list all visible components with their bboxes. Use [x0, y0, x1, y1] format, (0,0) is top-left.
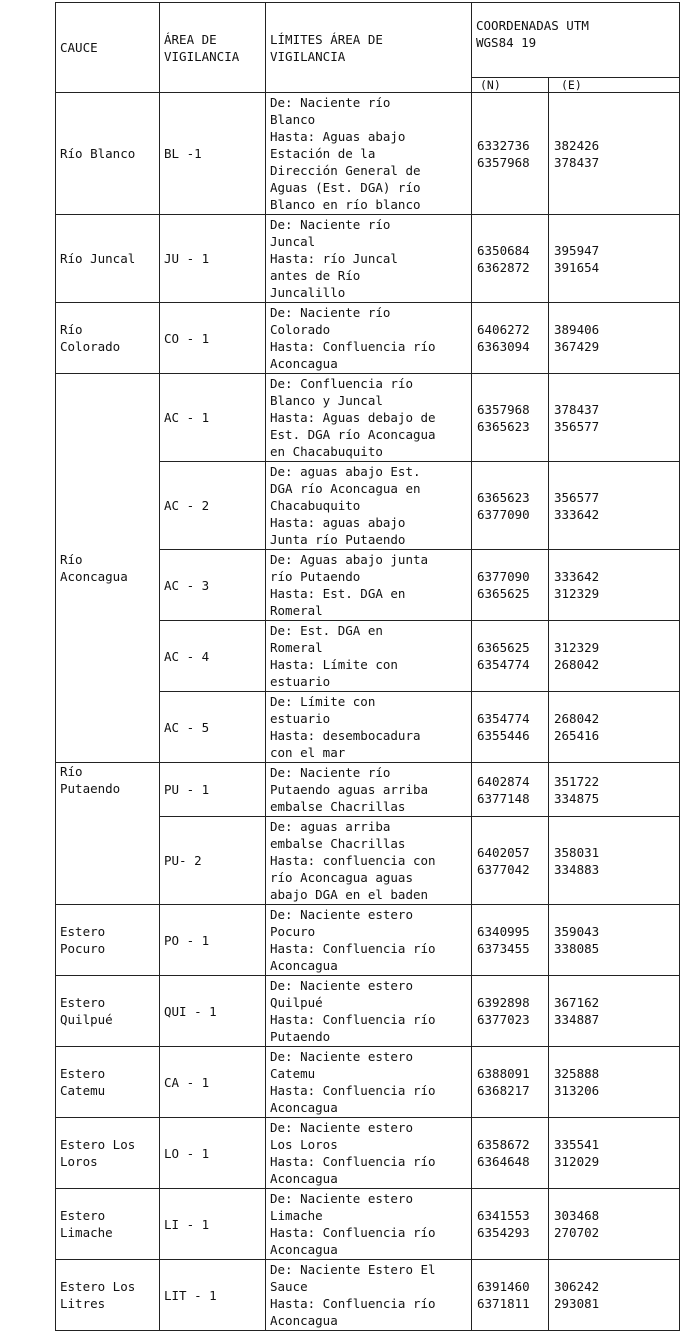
header-cauce: CAUCE: [56, 3, 160, 93]
east-cell: 389406 367429: [549, 303, 680, 374]
east-cell: 303468 270702: [549, 1189, 680, 1260]
east-cell: 351722 334875: [549, 763, 680, 817]
table-row: [56, 215, 680, 303]
limites-cell: De: aguas abajo Est. DGA río Aconcagua en Chacabuquito Hasta: aguas abajo Junta río Putaendo: [266, 462, 472, 550]
table-row: [56, 763, 680, 817]
header-north: (N): [472, 78, 549, 93]
cauce-cell: Río Colorado: [56, 303, 160, 374]
area-cell: LO - 1: [160, 1118, 266, 1189]
north-cell: 6402057 6377042: [472, 817, 549, 905]
limites-cell: De: Est. DGA en Romeral Hasta: Límite con estuario: [266, 621, 472, 692]
cauce-cell: Estero Los Litres: [56, 1260, 160, 1331]
header-area: ÁREA DE VIGILANCIA: [160, 3, 266, 93]
east-cell: 367162 334887: [549, 976, 680, 1047]
area-cell: LI - 1: [160, 1189, 266, 1260]
area-cell: AC - 5: [160, 692, 266, 763]
table-row: [56, 817, 680, 905]
north-cell: 6365625 6354774: [472, 621, 549, 692]
cauce-cell: Río Putaendo: [56, 763, 160, 817]
limites-cell: De: Naciente estero Catemu Hasta: Confluencia río Aconcagua: [266, 1047, 472, 1118]
limites-cell: De: Naciente río Blanco Hasta: Aguas abajo Estación de la Dirección General de Aguas (Est. DGA) río Blanco en río blanco: [266, 93, 472, 215]
limites-cell: De: Naciente río Putaendo aguas arriba embalse Chacrillas: [266, 763, 472, 817]
limites-cell: De: Naciente río Colorado Hasta: Confluencia río Aconcagua: [266, 303, 472, 374]
header-coordinates: COORDENADAS UTM WGS84 19: [472, 3, 680, 78]
east-cell: 306242 293081: [549, 1260, 680, 1331]
table-row: [56, 303, 680, 374]
area-cell: PU - 1: [160, 763, 266, 817]
area-cell: CO - 1: [160, 303, 266, 374]
north-cell: 6350684 6362872: [472, 215, 549, 303]
east-cell: 395947 391654: [549, 215, 680, 303]
cauce-cell: Estero Pocuro: [56, 905, 160, 976]
north-cell: 6354774 6355446: [472, 692, 549, 763]
table-row: [56, 1047, 680, 1118]
limites-cell: De: aguas arriba embalse Chacrillas Hasta: confluencia con río Aconcagua aguas abajo DGA en el baden: [266, 817, 472, 905]
area-cell: AC - 1: [160, 374, 266, 462]
header-east: (E): [549, 78, 680, 93]
table-row: [56, 1118, 680, 1189]
north-cell: 6391460 6371811: [472, 1260, 549, 1331]
east-cell: 358031 334883: [549, 817, 680, 905]
limites-cell: De: Naciente estero Pocuro Hasta: Confluencia río Aconcagua: [266, 905, 472, 976]
north-cell: 6358672 6364648: [472, 1118, 549, 1189]
cauce-cell: Río Aconcagua: [56, 374, 160, 763]
east-cell: 268042 265416: [549, 692, 680, 763]
cauce-cell: Río Blanco: [56, 93, 160, 215]
cauce-cell: Río Juncal: [56, 215, 160, 303]
north-cell: 6377090 6365625: [472, 550, 549, 621]
header-limites: LÍMITES ÁREA DE VIGILANCIA: [266, 3, 472, 93]
north-cell: 6357968 6365623: [472, 374, 549, 462]
east-cell: 325888 313206: [549, 1047, 680, 1118]
east-cell: 335541 312029: [549, 1118, 680, 1189]
cauce-cell: Estero Catemu: [56, 1047, 160, 1118]
area-cell: LIT - 1: [160, 1260, 266, 1331]
cauce-cell: Estero Limache: [56, 1189, 160, 1260]
east-cell: 382426 378437: [549, 93, 680, 215]
north-cell: 6406272 6363094: [472, 303, 549, 374]
limites-cell: De: Naciente estero Los Loros Hasta: Confluencia río Aconcagua: [266, 1118, 472, 1189]
north-cell: 6365623 6377090: [472, 462, 549, 550]
area-cell: BL -1: [160, 93, 266, 215]
table-row: [56, 374, 680, 462]
area-cell: JU - 1: [160, 215, 266, 303]
limites-cell: De: Naciente Estero El Sauce Hasta: Confluencia río Aconcagua: [266, 1260, 472, 1331]
north-cell: 6402874 6377148: [472, 763, 549, 817]
area-cell: CA - 1: [160, 1047, 266, 1118]
east-cell: 359043 338085: [549, 905, 680, 976]
north-cell: 6340995 6373455: [472, 905, 549, 976]
vigilance-table: [55, 2, 680, 1331]
limites-cell: De: Límite con estuario Hasta: desembocadura con el mar: [266, 692, 472, 763]
north-cell: 6332736 6357968: [472, 93, 549, 215]
table-row: [56, 905, 680, 976]
area-cell: PO - 1: [160, 905, 266, 976]
area-cell: PU- 2: [160, 817, 266, 905]
limites-cell: De: Naciente estero Quilpué Hasta: Confluencia río Putaendo: [266, 976, 472, 1047]
area-cell: QUI - 1: [160, 976, 266, 1047]
east-cell: 356577 333642: [549, 462, 680, 550]
limites-cell: De: Confluencia río Blanco y Juncal Hasta: Aguas debajo de Est. DGA río Aconcagua en Chacabuquito: [266, 374, 472, 462]
north-cell: 6392898 6377023: [472, 976, 549, 1047]
table-row: [56, 976, 680, 1047]
table-row: [56, 93, 680, 215]
limites-cell: De: Naciente estero Limache Hasta: Confluencia río Aconcagua: [266, 1189, 472, 1260]
area-cell: AC - 4: [160, 621, 266, 692]
limites-cell: De: Naciente río Juncal Hasta: río Juncal antes de Río Juncalillo: [266, 215, 472, 303]
area-cell: AC - 3: [160, 550, 266, 621]
east-cell: 333642 312329: [549, 550, 680, 621]
north-cell: 6388091 6368217: [472, 1047, 549, 1118]
east-cell: 378437 356577: [549, 374, 680, 462]
cauce-cell: Estero Los Loros: [56, 1118, 160, 1189]
table-row: [56, 1189, 680, 1260]
area-cell: AC - 2: [160, 462, 266, 550]
table-row: [56, 1260, 680, 1331]
north-cell: 6341553 6354293: [472, 1189, 549, 1260]
east-cell: 312329 268042: [549, 621, 680, 692]
cauce-cell: [56, 817, 160, 905]
cauce-cell: Estero Quilpué: [56, 976, 160, 1047]
limites-cell: De: Aguas abajo junta río Putaendo Hasta: Est. DGA en Romeral: [266, 550, 472, 621]
